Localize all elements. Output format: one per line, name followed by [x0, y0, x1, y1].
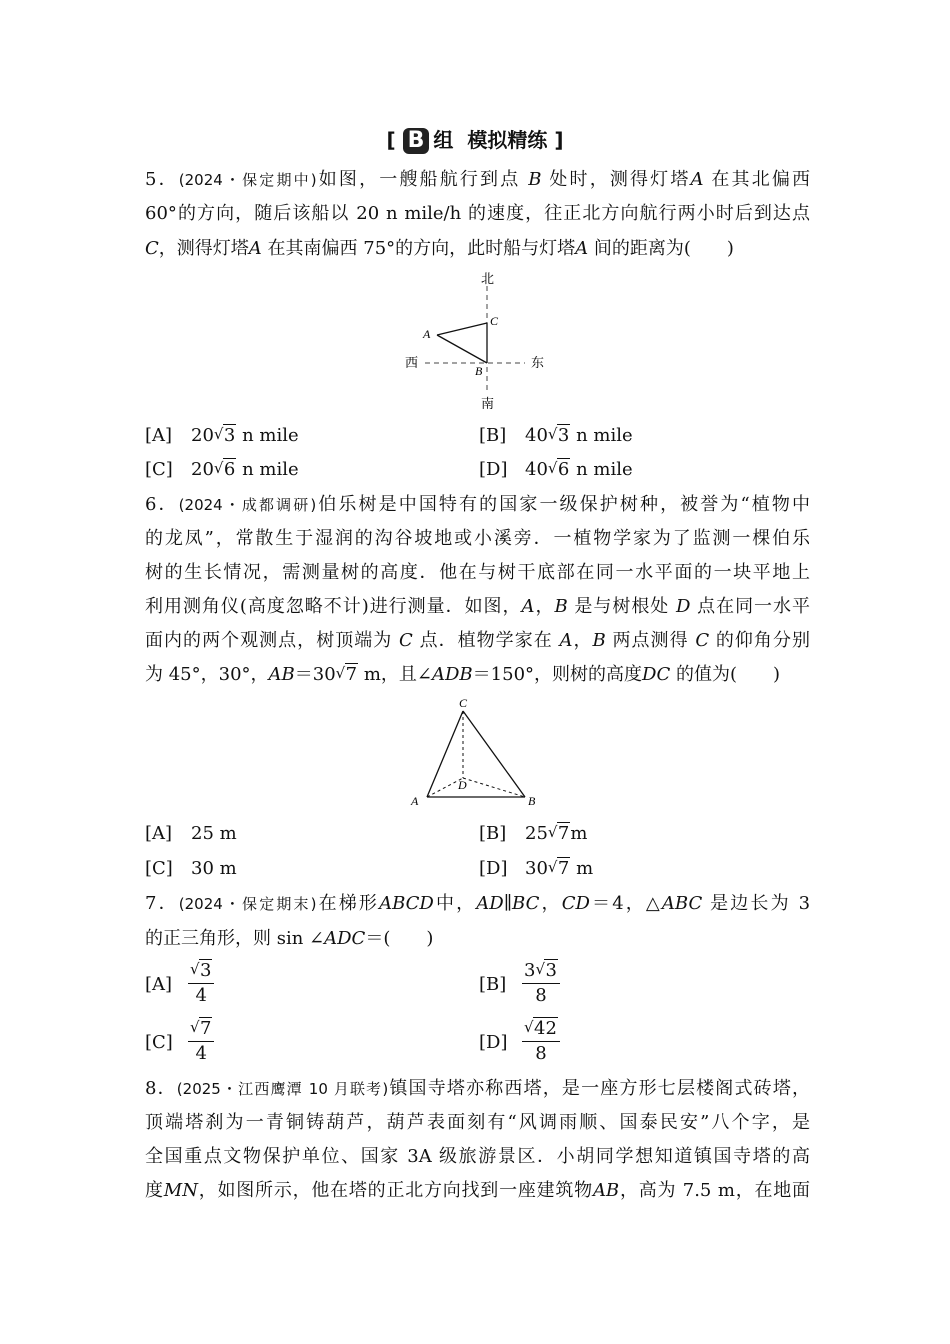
q5-point-c: C [490, 314, 499, 328]
q6-point-a: A [411, 794, 419, 808]
q6-option-b[interactable]: [B] 25 √ 7m [479, 823, 588, 844]
q6-option-d[interactable]: [D] 30 √ 7 m [479, 858, 594, 879]
q7-option-c-value[interactable]: √ 7 4 [188, 1018, 214, 1065]
q6-option-a[interactable]: [A] 25 m [145, 823, 237, 844]
q7-line2: 的正三角形，则 sin ∠ADC＝( ) [145, 928, 434, 949]
q6-line3: 树的生长情况，需测量树的高度．他在与树干底部在同一水平面的一块平地上 [145, 562, 810, 583]
q8-line4: 度MN，如图所示，他在塔的正北方向找到一座建筑物AB，高为 7.5 m，在地面 [145, 1180, 811, 1201]
bracket-right: ] [554, 128, 564, 152]
q7-option-a-value[interactable]: √ 3 4 [188, 960, 214, 1007]
q5-label-south: 南 [481, 396, 495, 411]
q6-line4: 利用测角仪(高度忽略不计)进行测量．如图，A，B 是与树根处 D 点在同一水平 [145, 596, 810, 617]
q7-line1: 7．(2024・保定期末)在梯形ABCD中，AD∥BC，CD＝4，△ABC 是边长为 3 [145, 893, 811, 914]
q5-segment-ab [437, 335, 487, 363]
q5-label-east: 东 [531, 355, 545, 370]
q7-option-c-label[interactable]: [C] [145, 1032, 173, 1053]
section-header [0, 124, 950, 154]
q5-option-c[interactable]: [C] 20 √ 6 n mile [145, 459, 299, 480]
q6-figure [405, 693, 555, 811]
q8-line2: 顶端塔刹为一青铜铸葫芦，葫芦表面刻有“风调雨顺、国泰民安”八个字，是 [145, 1112, 810, 1133]
q5-segment-ac [437, 323, 487, 335]
q5-option-b[interactable]: [B] 40 √ 3 n mile [479, 425, 633, 446]
q5-option-a[interactable]: [A] 20 √ 3 n mile [145, 425, 299, 446]
q6-point-d: D [458, 778, 467, 792]
section-title: 模拟精练 [467, 128, 548, 152]
q6-line5: 面内的两个观测点，树顶端为 C 点．植物学家在 A，B 两点测得 C 的仰角分别 [145, 630, 810, 651]
q5-source: (2024・保定期中) [178, 171, 317, 189]
q8-line3: 全国重点文物保护单位、国家 3A 级旅游景区．小胡同学想知道镇国寺塔的高 [145, 1146, 810, 1167]
q7-source: (2024・保定期末) [178, 895, 317, 913]
q7-option-b-value[interactable]: 3 √ 3 8 [522, 960, 560, 1007]
q6-source: (2024・成都调研) [178, 496, 317, 514]
q7-option-d-label[interactable]: [D] [479, 1032, 508, 1053]
bracket-left: [ [386, 128, 396, 152]
q6-line1: 6．(2024・成都调研)伯乐树是中国特有的国家一级保护树种，被誉为“植物中 [145, 494, 811, 515]
q5-line2: 60°的方向，随后该船以 20 n mile/h 的速度，往正北方向航行两小时后到达点 [145, 203, 810, 224]
q6-segment-db [463, 778, 525, 797]
q7-option-d-value[interactable]: √ 42 8 [522, 1018, 560, 1065]
group-badge: B [403, 128, 430, 154]
q5-point-a: A [423, 327, 431, 341]
q6-point-c: C [459, 696, 468, 710]
q7-option-b-label[interactable]: [B] [479, 974, 507, 995]
q6-point-b: B [528, 794, 536, 808]
q7-option-a-label[interactable]: [A] [145, 974, 173, 995]
q5-line1: 5．(2024・保定期中)如图，一艘船航行到点 B 处时，测得灯塔A 在其北偏西 [145, 169, 811, 190]
q5-figure [395, 268, 565, 413]
q6-segment-cb [463, 711, 525, 797]
q8-line1: 8．(2025・江西鹰潭 10 月联考)镇国寺塔亦称西塔，是一座方形七层楼阁式砖塔， [145, 1078, 810, 1099]
q5-option-d[interactable]: [D] 40 √ 6 n mile [479, 459, 633, 480]
q5-line3: C，测得灯塔A 在其南偏西 75°的方向，此时船与灯塔A 间的距离为( ) [145, 238, 734, 259]
q8-source: (2025・江西鹰潭 10 月联考) [176, 1080, 389, 1098]
q5-point-b: B [475, 364, 483, 378]
group-label: 组 [433, 128, 454, 152]
q6-line6: 为 45°，30°，AB＝30 √ 7 m，且∠ADB＝150°，则树的高度DC 的值为( ) [145, 664, 781, 685]
q6-option-c[interactable]: [C] 30 m [145, 858, 237, 879]
q5-label-north: 北 [481, 271, 495, 286]
q6-line2: 的龙凤”，常散生于湿润的沟谷坡地或小溪旁．一植物学家为了监测一棵伯乐 [145, 528, 810, 549]
q5-label-west: 西 [405, 355, 419, 370]
